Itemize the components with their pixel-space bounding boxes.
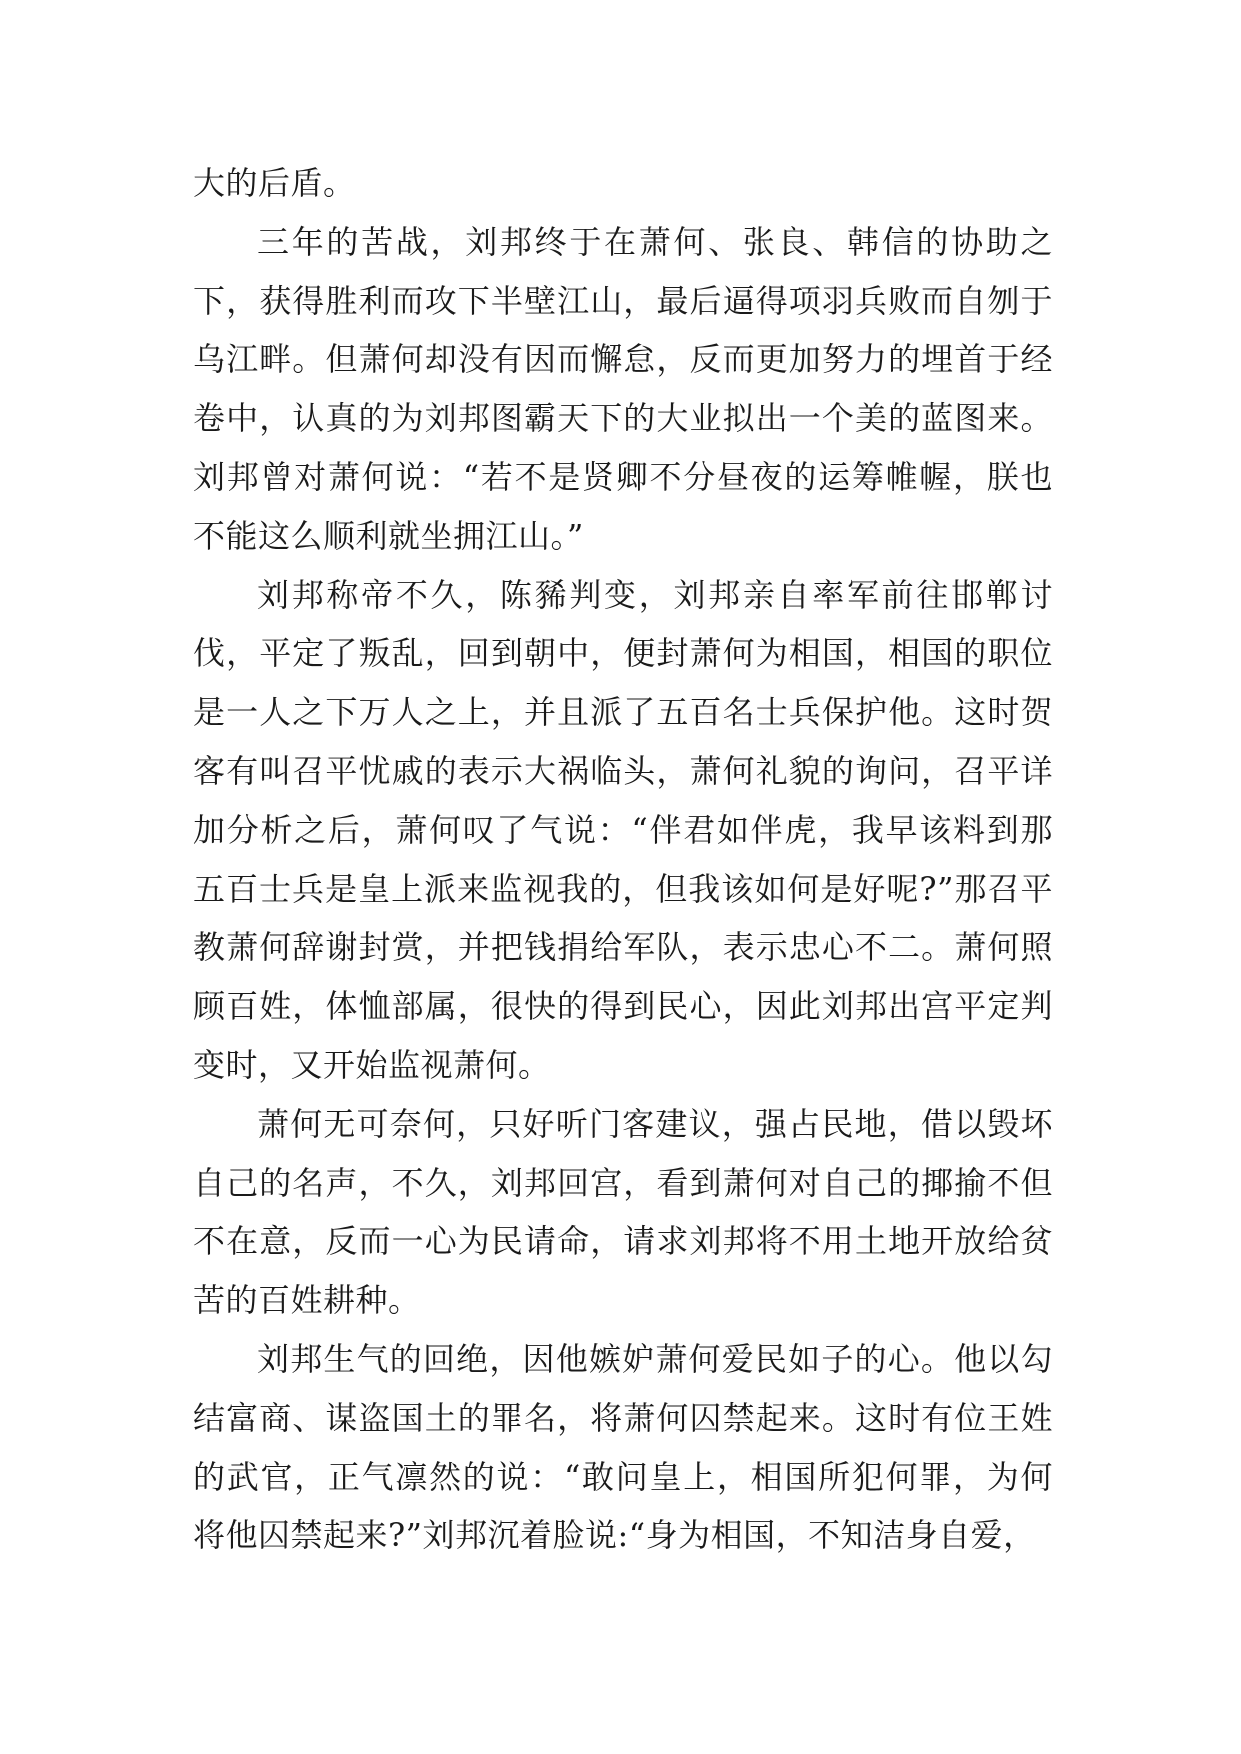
paragraph: 刘邦称帝不久，陈豨判变，刘邦亲自率军前往邯郸讨伐，平定了叛乱，回到朝中，便封萧何为相国，相国的职位是一人之下万人之上，并且派了五百名士兵保护他。这时贺客有叫召平忧戚的表示大祸临头，萧何礼貌的询问，召平详加分析之后，萧何叹了气说：“伴君如伴虎，我早该料到那五百士兵是皇上派来监视我的，但我该如何是好呢?”那召平教萧何辞谢封赏，并把钱捐给军队，表示忠心不二。萧何照顾百姓，体恤部属，很快的得到民心，因此刘邦出宫平定判变时，又开始监视萧何。 [193, 575, 1053, 1084]
document-body [193, 154, 1053, 1565]
paragraph: 三年的苦战，刘邦终于在萧何、张良、韩信的协助之下，获得胜利而攻下半壁江山，最后逼得项羽兵败而自刎于乌江畔。但萧何却没有因而懈怠，反而更加努力的埋首于经卷中，认真的为刘邦图霸天下的大业拟出一个美的蓝图来。刘邦曾对萧何说：“若不是贤卿不分昼夜的运筹帷幄，朕也不能这么顺利就坐拥江山。” [193, 222, 1053, 555]
paragraph: 萧何无可奈何，只好听门客建议，强占民地，借以毁坏自己的名声，不久，刘邦回宫，看到萧何对自己的揶揄不但不在意，反而一心为民请命，请求刘邦将不用土地开放给贫苦的百姓耕种。 [193, 1104, 1053, 1320]
paragraph: 刘邦生气的回绝，因他嫉妒萧何爱民如子的心。他以勾结富商、谋盗国土的罪名，将萧何囚禁起来。这时有位王姓的武官，正气凛然的说：“敢问皇上，相国所犯何罪，为何将他囚禁起来?”刘邦沉着脸说:“身为相国，不知洁身自爱， [193, 1339, 1053, 1555]
paragraph: 大的后盾。 [193, 164, 356, 202]
